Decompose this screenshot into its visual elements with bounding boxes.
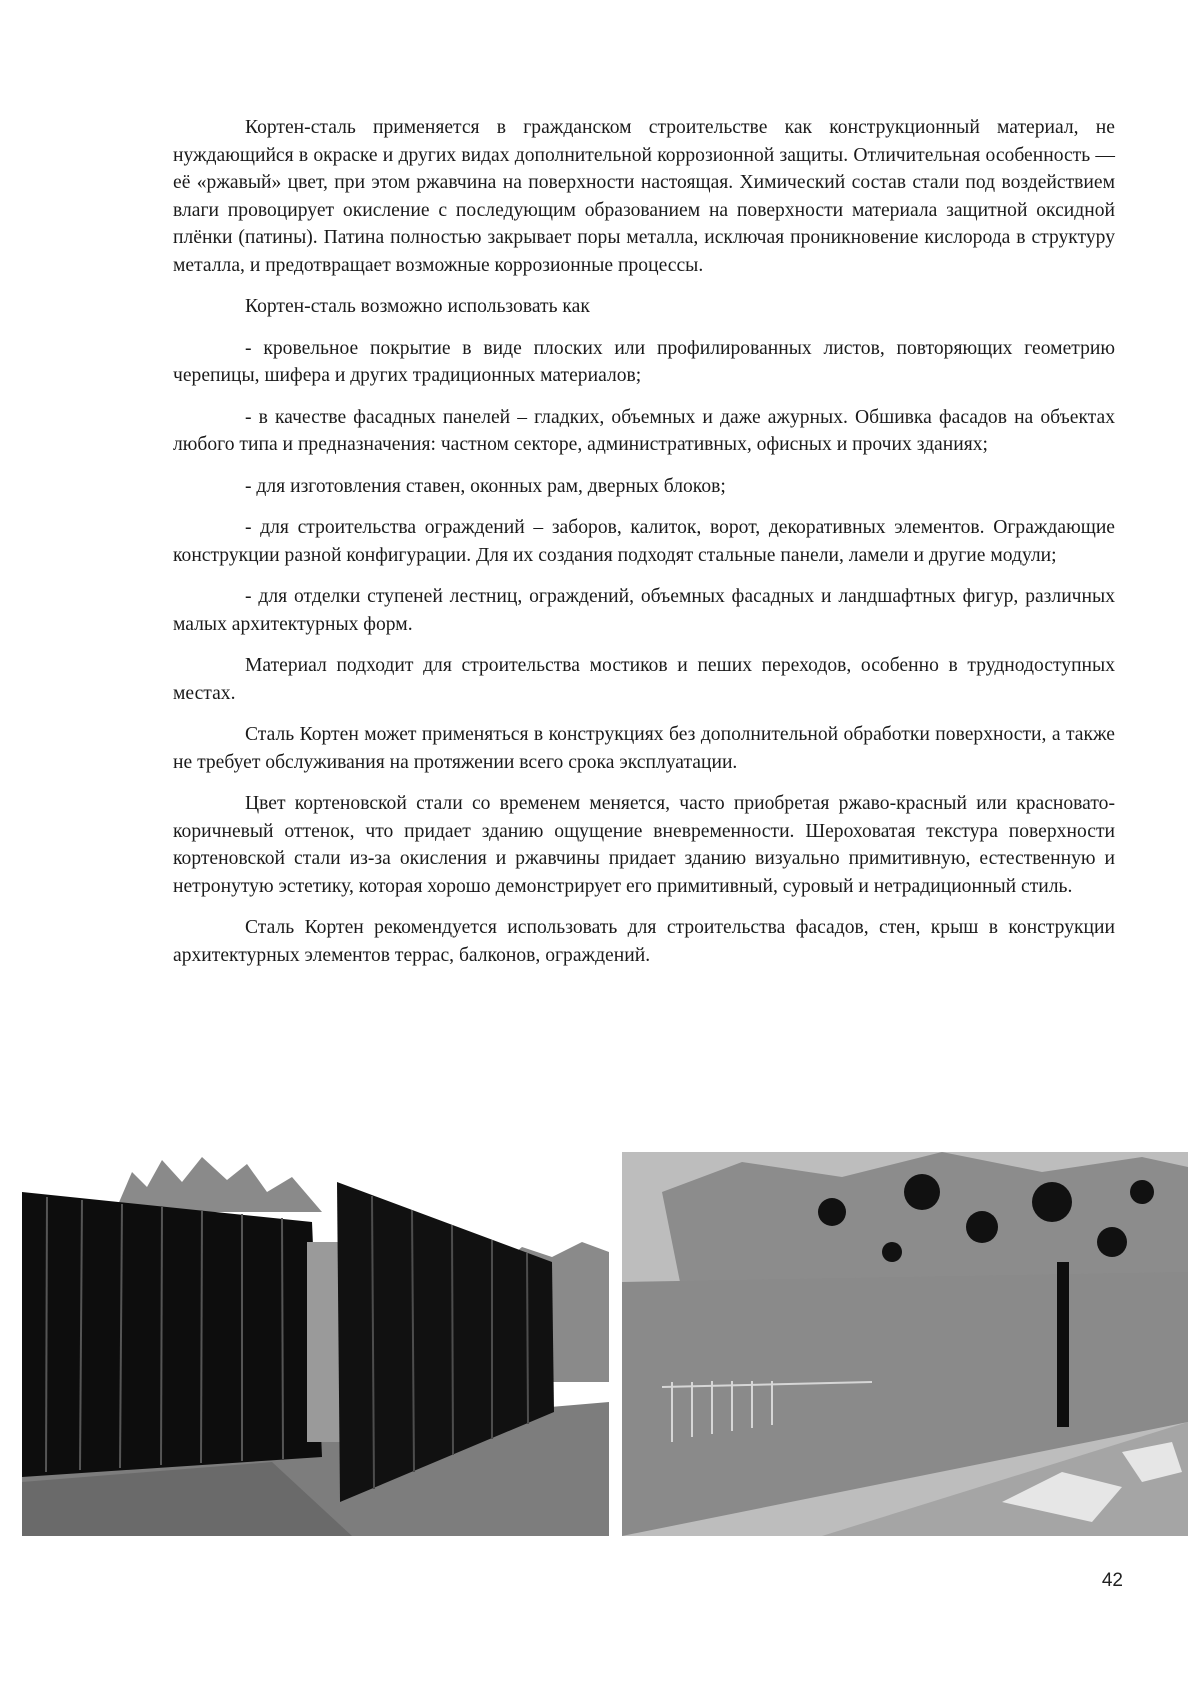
page-number: 42 xyxy=(1101,1570,1123,1591)
paragraph-recommendation: Сталь Кортен рекомендуется использовать для строительства фасадов, стен, крыш в конструкции архитектурных элементов террас, балконов, ограждений. xyxy=(173,917,1115,966)
list-item-roofing: - кровельное покрытие в виде плоских или профилированных листов, повторяющих геометрию черепицы, шифера и других традиционных материалов; xyxy=(173,337,1115,386)
list-item-facade-panels: - в качестве фасадных панелей – гладких, объемных и даже ажурных. Обшивка фасадов на объектах любого типа и предназначения: частном секторе, административных, офисных и прочих зданиях; xyxy=(173,406,1115,455)
photo-corten-fence-lamellas xyxy=(22,1152,609,1536)
paragraph-color: Цвет кортеновской стали со временем меняется, часто приобретая ржаво-красный или красновато-коричневый оттенок, что придает зданию ощущение вневременности. Шероховатая текстура поверхности кортеновской стали из-за окисления и ржавчины придает зданию визуально примитивную, естественную и нетронутую эстетику, которая хорошо демонстрирует его примитивный, суровый и нетрадиционный стиль. xyxy=(173,793,1115,897)
body-text xyxy=(173,114,1115,983)
list-item-finishing: - для отделки ступеней лестниц, ограждений, объемных фасадных и ландшафтных фигур, различных малых архитектурных форм. xyxy=(173,586,1115,635)
list-item-fences: - для строительства ограждений – заборов, калиток, ворот, декоративных элементов. Ограждающие конструкции разной конфигурации. Для их создания подходят стальные панели, ламели и другие модули; xyxy=(173,517,1115,566)
paragraph-bridges: Материал подходит для строительства мостиков и пеших переходов, особенно в труднодоступных местах. xyxy=(173,655,1115,704)
paragraph-usage-lead: Кортен-сталь возможно использовать как xyxy=(245,296,590,317)
photo-corten-wall-panels xyxy=(622,1152,1188,1536)
list-item-shutters: - для изготовления ставен, оконных рам, дверных блоков; xyxy=(245,475,726,497)
paragraph-intro: Кортен-сталь применяется в гражданском строительстве как конструкционный материал, не нуждающийся в окраске и других видах дополнительной коррозионной защиты. Отличительная особенность — её «ржавый» цвет, при этом ржавчина на поверхности настоящая. Химический состав стали под воздействием влаги провоцирует окисление с последующим образованием на поверхности материала защитной оксидной плёнки (патины). Патина полностью закрывает поры металла, исключая проникновение кислорода в структуру металла, и предотвращает возможные коррозионные процессы. xyxy=(173,117,1115,276)
paragraph-maintenance: Сталь Кортен может применяться в конструкциях без дополнительной обработки поверхности, а также не требует обслуживания на протяжении всего срока эксплуатации. xyxy=(173,724,1115,773)
